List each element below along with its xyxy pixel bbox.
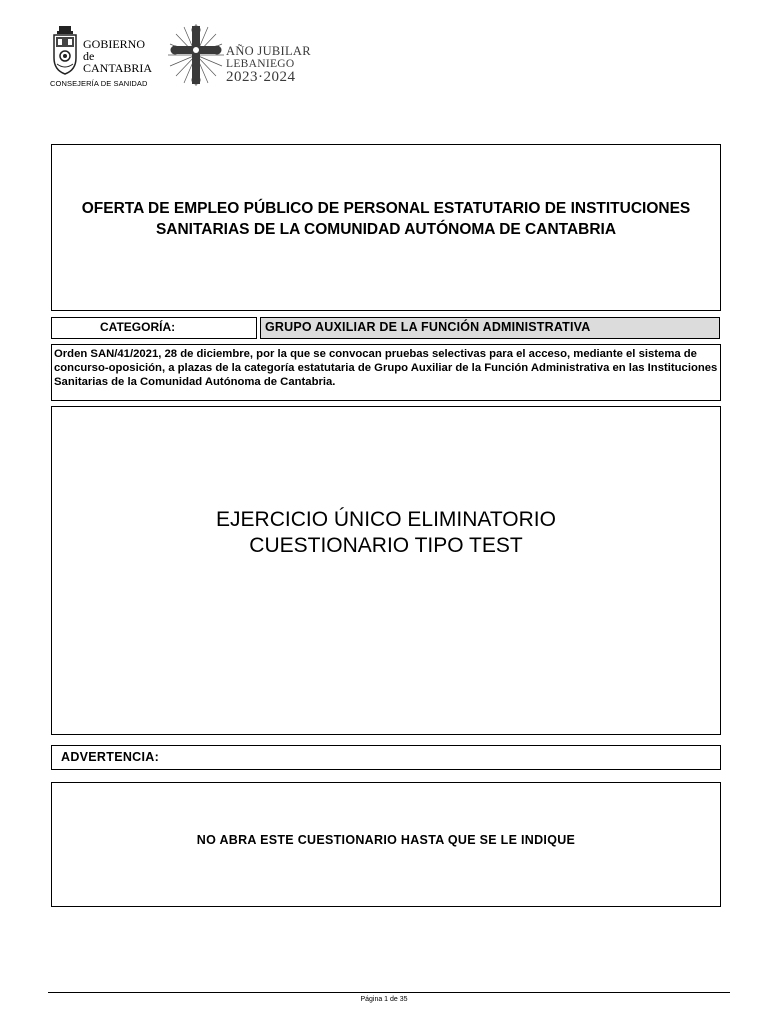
page-number: Página 1 de 35 bbox=[360, 996, 408, 1003]
lebaniego-cross-icon bbox=[166, 22, 226, 88]
title-box bbox=[51, 144, 721, 311]
category-label-box bbox=[51, 317, 257, 339]
department-label: CONSEJERÍA DE SANIDAD bbox=[50, 79, 148, 88]
category-label: CATEGORÍA: bbox=[100, 320, 176, 334]
jubilar-logo-line3: 2023·2024 bbox=[226, 69, 296, 85]
warning-box bbox=[51, 782, 721, 907]
advertencia-box bbox=[51, 745, 721, 770]
orden-box bbox=[51, 344, 721, 401]
gobierno-cantabria-logo bbox=[50, 24, 160, 90]
document-title: OFERTA DE EMPLEO PÚBLICO DE PERSONAL ESTATUTARIO DE INSTITUCIONES SANITARIAS DE LA COMUNIDAD AUTÓNOMA DE CANTABRIA bbox=[81, 200, 691, 238]
orden-text: Orden SAN/41/2021, 28 de diciembre, por la que se convocan pruebas selectivas para el acceso, mediante el sistema de concurso-oposición, a plazas de la categoría estatutaria de Grupo Auxiliar de la Función Administrativa en las Instituciones Sanitarias de la Comunidad Autónoma de Cantabria. bbox=[54, 348, 718, 388]
warning-text: NO ABRA ESTE CUESTIONARIO HASTA QUE SE LE INDIQUE bbox=[196, 833, 576, 847]
gobierno-logo-line3: CANTABRIA bbox=[83, 61, 153, 75]
gobierno-logo-line1: GOBIERNO bbox=[83, 37, 145, 51]
jubilar-logo-line1: AÑO JUBILAR bbox=[226, 44, 311, 58]
coat-of-arms-icon bbox=[52, 26, 78, 76]
ano-jubilar-logo bbox=[166, 22, 316, 88]
category-value: GRUPO AUXILIAR DE LA FUNCIÓN ADMINISTRATIVA bbox=[265, 320, 591, 334]
advertencia-label: ADVERTENCIA: bbox=[61, 750, 160, 764]
exam-title bbox=[52, 507, 720, 559]
exam-title-line2: CUESTIONARIO TIPO TEST bbox=[249, 534, 523, 557]
jubilar-logo-line2: LEBANIEGO bbox=[226, 58, 295, 70]
gobierno-logo-line2: de bbox=[83, 49, 95, 63]
category-value-box bbox=[260, 317, 720, 339]
exam-box bbox=[51, 406, 721, 735]
exam-title-line1: EJERCICIO ÚNICO ELIMINATORIO bbox=[216, 508, 556, 531]
footer-divider bbox=[48, 992, 730, 993]
